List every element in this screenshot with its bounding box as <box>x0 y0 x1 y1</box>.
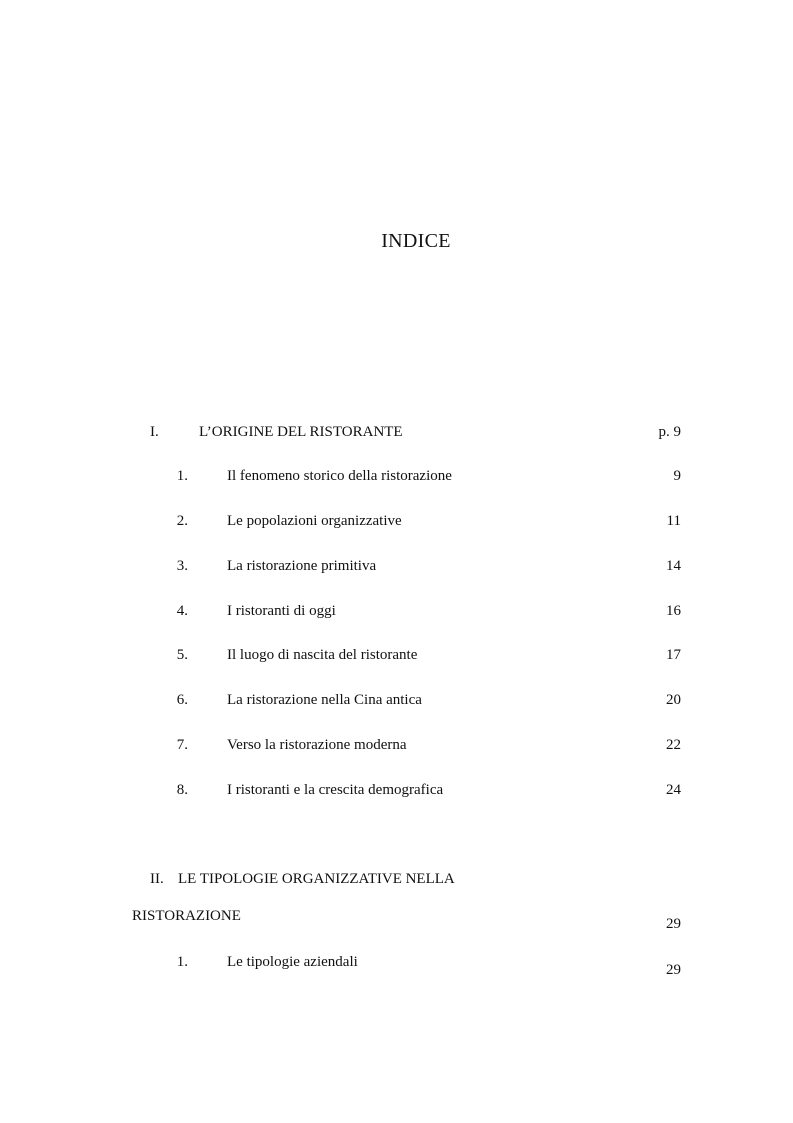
chapter-title-line-1: LE TIPOLOGIE ORGANIZZATIVE NELLA <box>178 871 455 887</box>
chapter-page: p. 9 <box>658 424 681 440</box>
chapter-page: 29 <box>666 916 681 932</box>
section-number: 2. <box>176 513 188 529</box>
section-number: 4. <box>176 603 188 619</box>
chapter-numeral: II. <box>150 871 164 887</box>
section-number: 1. <box>176 468 188 484</box>
chapter-title: L’ORIGINE DEL RISTORANTE <box>199 424 403 440</box>
section-number: 6. <box>176 692 188 708</box>
section-number: 8. <box>176 782 188 798</box>
section-title: Le popolazioni organizzative <box>227 513 402 529</box>
section-page: 29 <box>666 962 681 978</box>
section-title: La ristorazione nella Cina antica <box>227 692 422 708</box>
section-page: 11 <box>666 513 681 529</box>
section-page: 16 <box>666 603 681 619</box>
section-number: 5. <box>176 647 188 663</box>
section-page: 22 <box>666 737 681 753</box>
section-title: Le tipologie aziendali <box>227 954 358 970</box>
section-page: 20 <box>666 692 681 708</box>
section-number: 1. <box>176 954 188 970</box>
section-title: Il fenomeno storico della ristorazione <box>227 468 452 484</box>
section-page: 17 <box>666 647 681 663</box>
section-title: La ristorazione primitiva <box>227 558 377 574</box>
section-page: 24 <box>666 782 681 798</box>
section-title: Il luogo di nascita del ristorante <box>227 647 418 663</box>
section-title: I ristoranti di oggi <box>227 603 336 619</box>
section-title: I ristoranti e la crescita demografica <box>227 782 444 798</box>
section-page: 9 <box>673 468 681 484</box>
section-number: 7. <box>176 737 188 753</box>
page-title: INDICE <box>381 230 451 252</box>
chapter-title-line-2: RISTORAZIONE <box>132 908 241 924</box>
chapter-numeral: I. <box>150 424 159 440</box>
section-page: 14 <box>666 558 681 574</box>
section-number: 3. <box>176 558 188 574</box>
section-title: Verso la ristorazione moderna <box>227 737 407 753</box>
